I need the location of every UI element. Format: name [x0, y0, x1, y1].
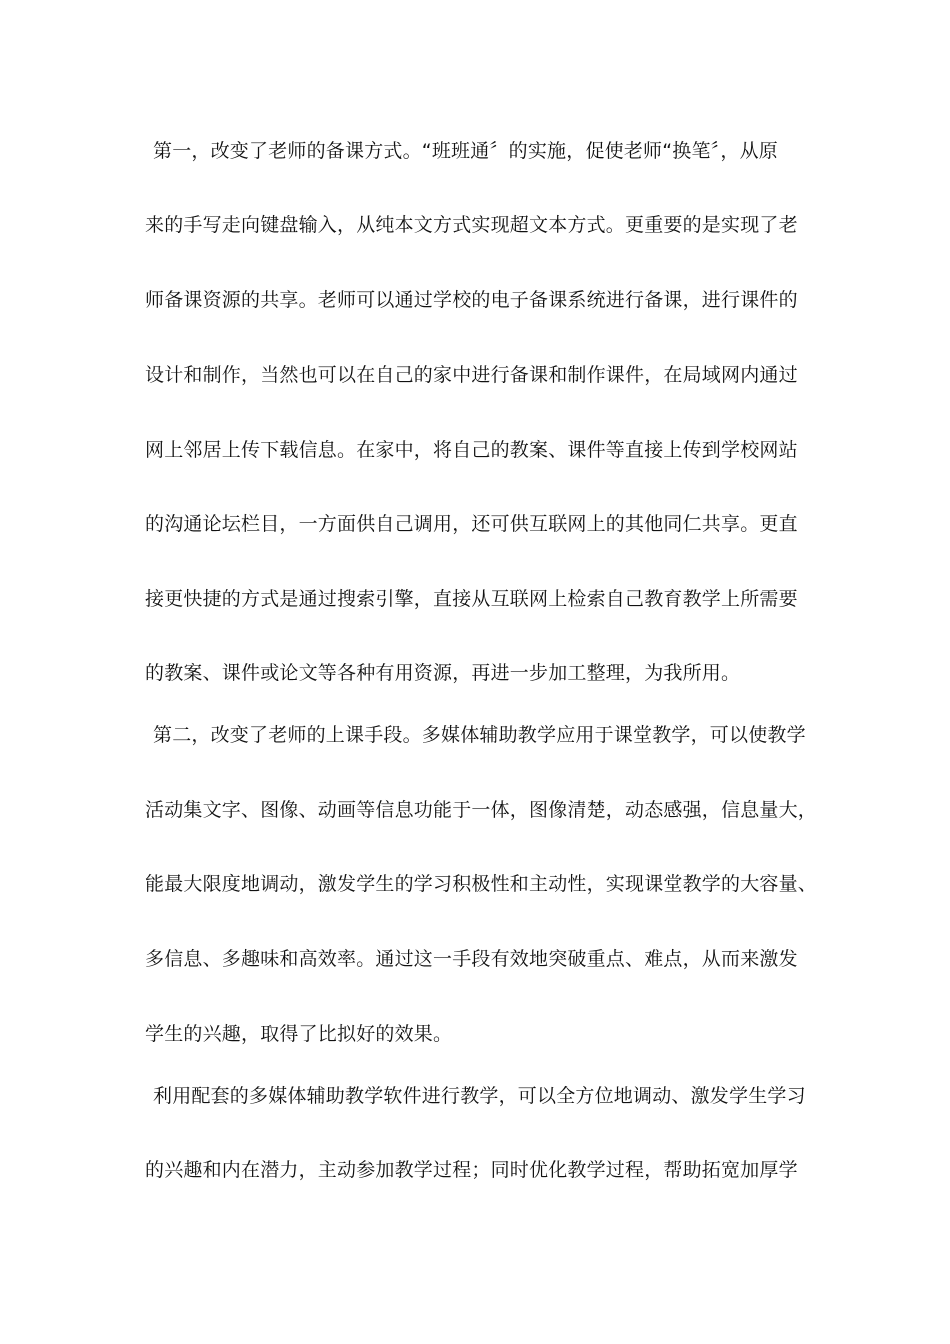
paragraph-1-line-4: 设计和制作，当然也可以在自己的家中进行备课和制作课件，在局域网内通过	[145, 364, 798, 386]
paragraph-2-line-2: 活动集文字、图像、动画等信息功能于一体，图像清楚，动态感强，信息量大，	[145, 799, 818, 821]
paragraph-1-line-6: 的沟通论坛栏目，一方面供自己调用，还可供互联网上的其他同仁共享。更直	[145, 513, 798, 535]
paragraph-1-line-7: 接更快捷的方式是通过搜索引擎，直接从互联网上检索自己教育教学上所需要	[145, 588, 798, 610]
paragraph-2-line-5: 学生的兴趣，取得了比拟好的效果。	[145, 1023, 453, 1045]
paragraph-1-line-2: 来的手写走向键盘输入，从纯本文方式实现超文本方式。更重要的是实现了老	[145, 214, 798, 236]
paragraph-2-line-3: 能最大限度地调动，激发学生的学习积极性和主动性，实现课堂教学的大容量、	[145, 873, 818, 895]
paragraph-3-line-2: 的兴趣和内在潜力，主动参加教学过程；同时优化教学过程，帮助拓宽加厚学	[145, 1159, 798, 1181]
paragraph-3-line-1: 利用配套的多媒体辅助教学软件进行教学，可以全方位地调动、激发学生学习	[153, 1085, 806, 1107]
paragraph-1-line-8: 的教案、课件或论文等各种有用资源，再进一步加工整理，为我所用。	[145, 662, 741, 684]
paragraph-1-line-1: 第一，改变了老师的备课方式。“班班通〞的实施，促使老师“换笔〞，从原	[153, 140, 778, 162]
paragraph-1-line-5: 网上邻居上传下载信息。在家中，将自己的教案、课件等直接上传到学校网站	[145, 439, 798, 461]
paragraph-1-line-3: 师备课资源的共享。老师可以通过学校的电子备课系统进行备课，进行课件的	[145, 289, 798, 311]
paragraph-2-line-1: 第二，改变了老师的上课手段。多媒体辅助教学应用于课堂教学，可以使教学	[153, 724, 806, 746]
paragraph-2-line-4: 多信息、多趣味和高效率。通过这一手段有效地突破重点、难点，从而来激发	[145, 948, 798, 970]
